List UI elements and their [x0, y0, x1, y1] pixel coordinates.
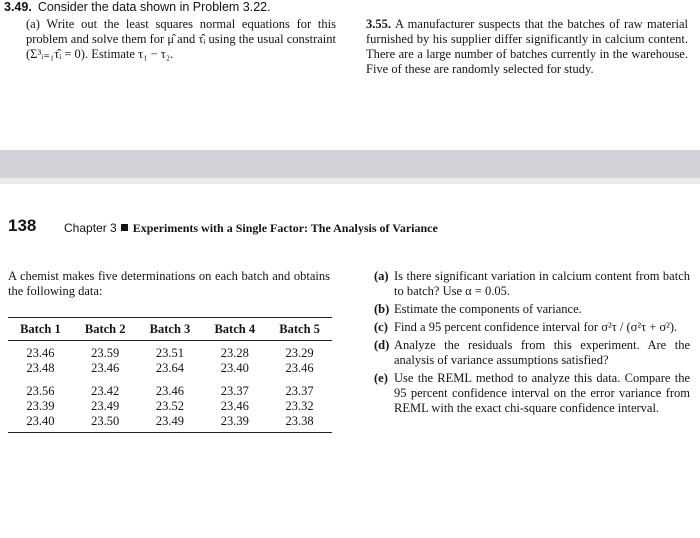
page-divider [0, 150, 700, 178]
running-header [64, 221, 438, 236]
question-label: (a) [374, 269, 389, 283]
table-cell: 23.46 [220, 399, 249, 413]
table-cell: 23.52 [155, 399, 185, 413]
chapter-label: Chapter 3 [64, 221, 117, 235]
question-label: (c) [374, 320, 388, 334]
table-row [8, 399, 332, 414]
table-cell: 23.56 [26, 384, 55, 398]
question-e [374, 371, 690, 416]
table-cell: 23.49 [91, 399, 120, 413]
question-text: Find a 95 percent confidence interval for σ²τ / (σ²τ + σ²). [394, 320, 678, 334]
problem-3-49-heading [4, 0, 271, 14]
table-cell: 23.49 [138, 414, 203, 433]
table-cell: 23.32 [285, 399, 314, 413]
table-cell: 23.40 [220, 361, 249, 375]
column-header: Batch 3 [138, 318, 203, 341]
column-header: Batch 4 [202, 318, 267, 341]
question-text: Analyze the residuals from this experiment. Are the analysis of variance assumptions satisfied? [394, 338, 690, 367]
table-cell: 23.48 [26, 361, 55, 375]
table-cell: 23.29 [285, 346, 314, 360]
column-header: Batch 1 [8, 318, 73, 341]
problem-number: 3.55. [366, 17, 391, 31]
question-text: Estimate the components of variance. [394, 302, 582, 316]
table-row [8, 376, 332, 399]
question-label: (d) [374, 338, 390, 352]
question-label: (b) [374, 302, 390, 316]
table-cell: 23.59 [91, 346, 120, 360]
table-cell: 23.39 [26, 399, 55, 413]
square-bullet-icon [121, 224, 128, 231]
problem-text: A manufacturer suspects that the batches of raw material furnished by his supplier differ significantly in calcium content. There are a large number of batches currently in the warehouse. Five of these are randomly selected for study. [366, 17, 688, 76]
table-cell: 23.46 [91, 361, 120, 375]
question-c [374, 320, 690, 335]
question-text: Use the REML method to analyze this data. Compare the 95 percent confidence interval on the error variance from REML with the exact chi-square confidence interval. [394, 371, 690, 415]
page-number: 138 [8, 216, 37, 235]
table-cell: 23.37 [285, 384, 314, 398]
table-row [8, 341, 332, 362]
table-header-row [8, 318, 332, 341]
problem-intro: A chemist makes five determinations on each batch and obtains the following data: [8, 269, 330, 298]
problem-3-49-part-a: (a) Write out the least squares normal equations for this problem and solve them for μ̂ and τ̂ᵢ using the usual constraint (Σ³ᵢ₌₁τ̂ᵢ = 0). Estimate τ₁ − τ₂. [26, 17, 336, 61]
table-cell: 23.46 [285, 361, 314, 375]
table-cell: 23.40 [8, 414, 73, 433]
table-cell: 23.39 [202, 414, 267, 433]
table-cell: 23.46 [26, 346, 55, 360]
table-cell: 23.28 [220, 346, 249, 360]
question-label: (e) [374, 371, 388, 385]
question-b [374, 302, 690, 317]
question-a [374, 269, 690, 299]
table-row [8, 361, 332, 376]
question-d [374, 338, 690, 368]
column-header: Batch 2 [73, 318, 138, 341]
table-cell: 23.42 [91, 384, 120, 398]
batch-data-table [8, 317, 332, 433]
question-list [374, 269, 690, 419]
column-header: Batch 5 [267, 318, 332, 341]
table-cell: 23.64 [155, 361, 185, 375]
table-cell: 23.37 [220, 384, 249, 398]
question-text: Is there significant variation in calcium content from batch to batch? Use α = 0.05. [394, 269, 690, 298]
problem-number: 3.49. [4, 0, 32, 14]
chapter-title: Experiments with a Single Factor: The Analysis of Variance [132, 221, 438, 235]
table-cell: 23.51 [155, 346, 185, 360]
page-divider-shadow [0, 178, 700, 184]
table-row [8, 414, 332, 433]
table-cell: 23.50 [73, 414, 138, 433]
problem-3-55 [366, 17, 688, 77]
table-cell: 23.38 [267, 414, 332, 433]
table-cell: 23.46 [155, 384, 185, 398]
problem-heading-text: Consider the data shown in Problem 3.22. [37, 0, 271, 14]
